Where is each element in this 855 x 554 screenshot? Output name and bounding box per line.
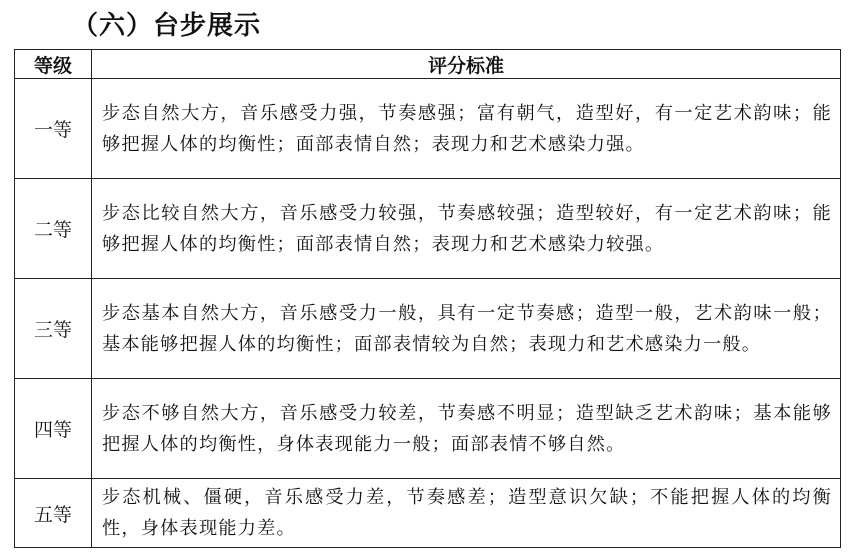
table-row — [15, 479, 841, 548]
level-cell: 一等 — [15, 79, 92, 179]
header-level: 等级 — [15, 50, 92, 79]
level-cell: 三等 — [15, 279, 92, 379]
section-title: （六）台步展示 — [72, 11, 262, 41]
level-cell: 四等 — [15, 379, 92, 479]
table-row — [15, 279, 841, 379]
header-criteria: 评分标准 — [92, 50, 841, 79]
criteria-cell: 步态比较自然大方，音乐感受力较强，节奏感较强；造型较好，有一定艺术韵味；能够把握人体的均衡性；面部表情自然；表现力和艺术感染力较强。 — [92, 179, 841, 279]
level-cell: 五等 — [15, 479, 92, 548]
criteria-cell: 步态自然大方，音乐感受力强，节奏感强；富有朝气，造型好，有一定艺术韵味；能够把握人体的均衡性；面部表情自然；表现力和艺术感染力强。 — [92, 79, 841, 179]
criteria-cell: 步态不够自然大方，音乐感受力较差，节奏感不明显；造型缺乏艺术韵味；基本能够把握人体的均衡性，身体表现能力一般；面部表情不够自然。 — [92, 379, 841, 479]
table-row — [15, 379, 841, 479]
level-cell: 二等 — [15, 179, 92, 279]
table-header-row — [15, 50, 841, 79]
criteria-cell: 步态机械、僵硬，音乐感受力差，节奏感差；造型意识欠缺；不能把握人体的均衡性，身体表现能力差。 — [92, 479, 841, 548]
table-row — [15, 79, 841, 179]
criteria-cell: 步态基本自然大方，音乐感受力一般，具有一定节奏感；造型一般，艺术韵味一般；基本能够把握人体的均衡性；面部表情较为自然；表现力和艺术感染力一般。 — [92, 279, 841, 379]
grading-table — [14, 49, 841, 548]
table-row — [15, 179, 841, 279]
